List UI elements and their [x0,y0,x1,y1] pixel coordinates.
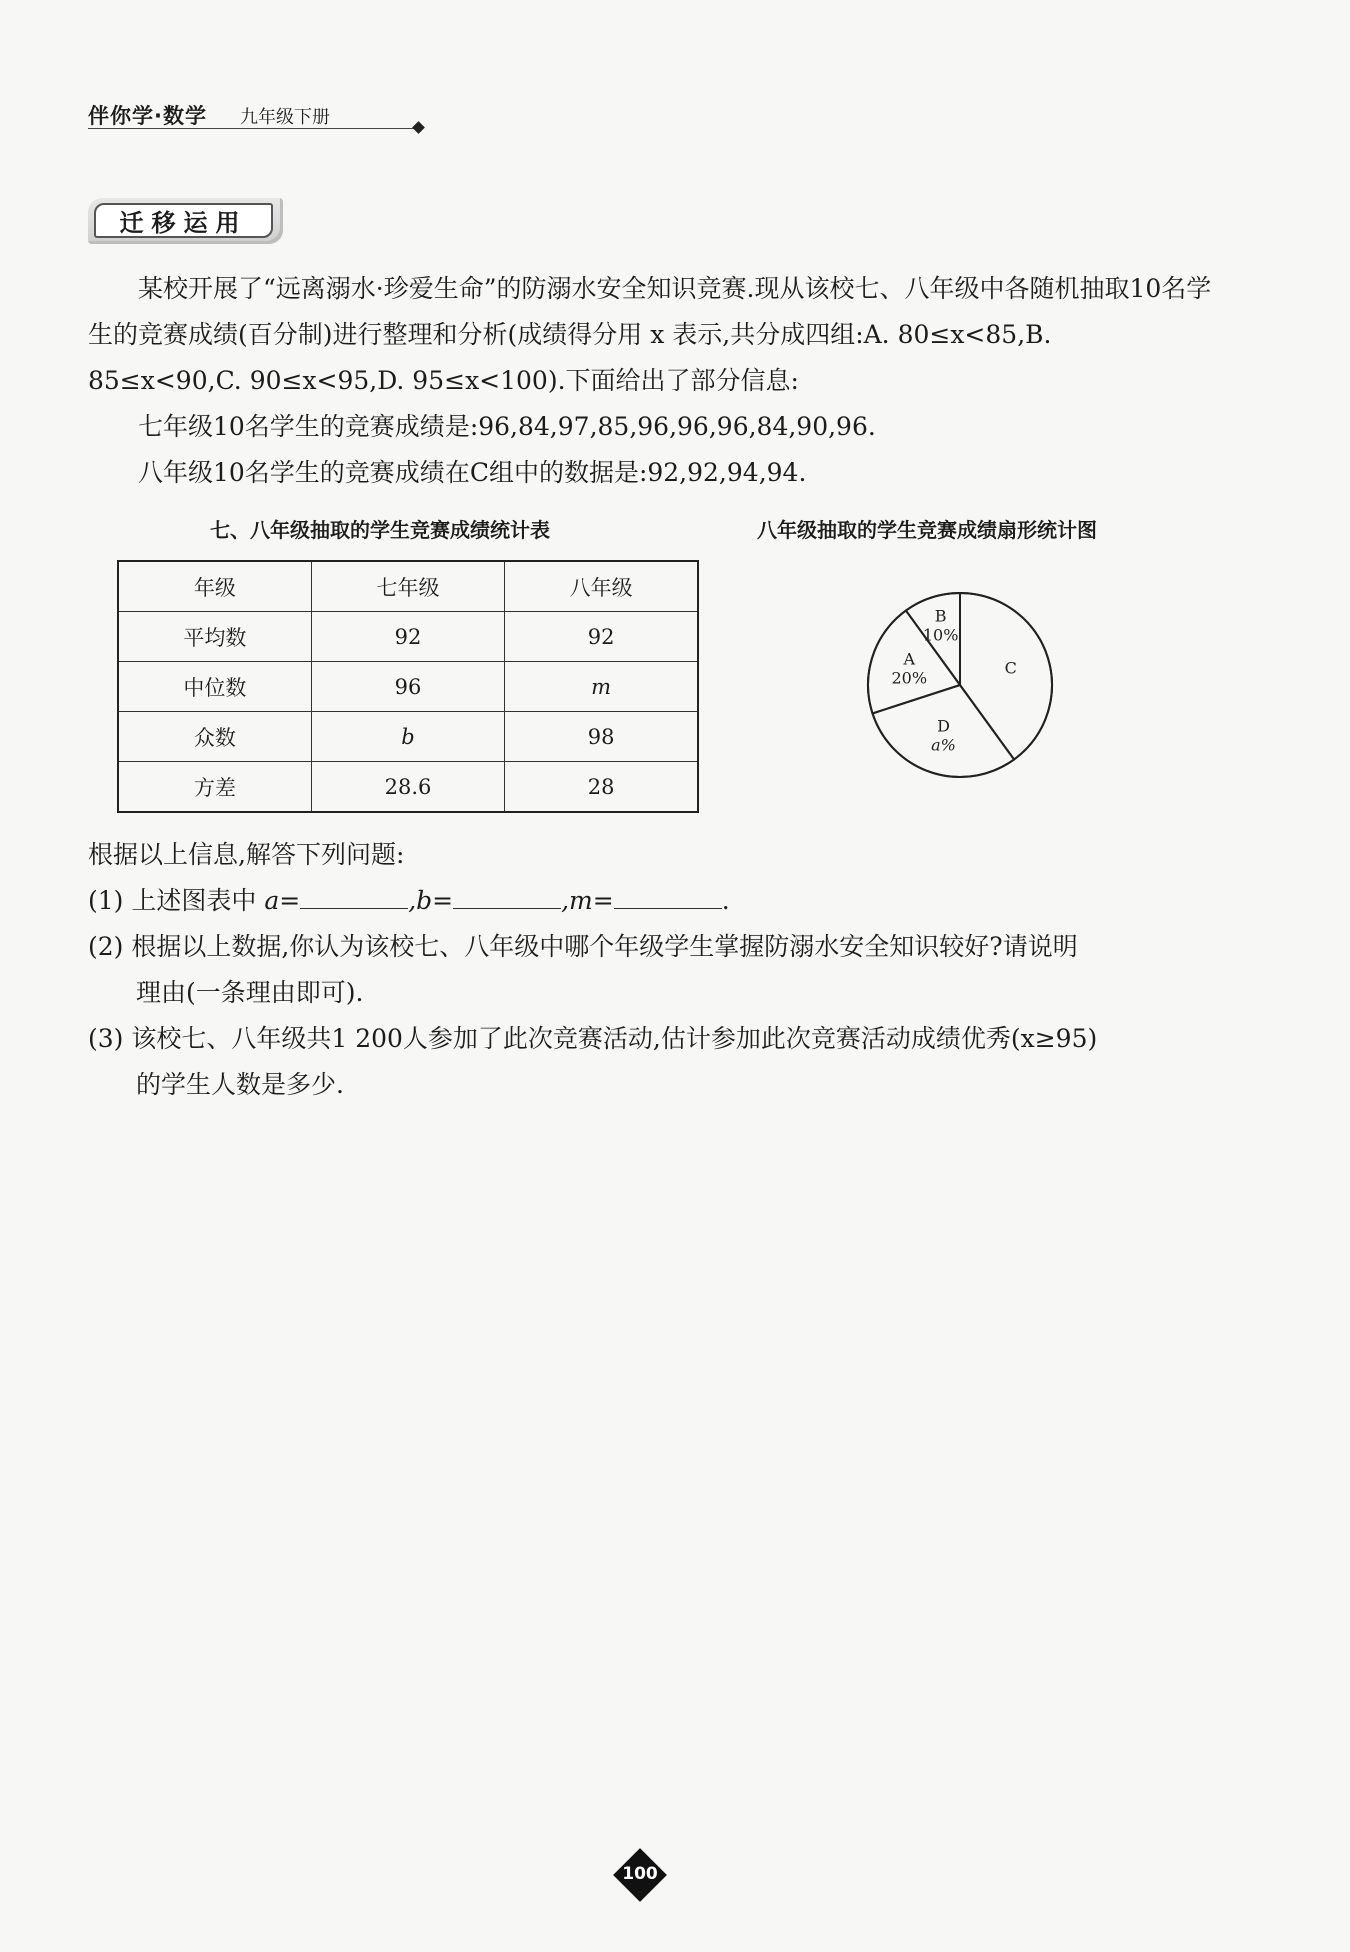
intro-paragraph: 某校开展了“远离溺水·珍爱生命”的防溺水安全知识竞赛.现从该校七、八年级中各随机抽取10名学生的竞赛成绩(百分制)进行整理和分析(成绩得分用 x 表示,共分成四组:A. 80≤x<85,B. 85≤x<90,C. 90≤x<95,D. 95≤x<100).下面给出了部分信息: [88,274,1212,395]
book-subtitle: 九年级下册 [240,107,330,128]
section-tag [88,198,283,244]
stats-table [117,560,699,813]
table-cell: 92 [505,612,698,662]
q1-b-label: ,b= [408,886,454,915]
table-cell: 98 [505,712,698,762]
question-2-line-2: 理由(一条理由即可). [136,978,364,1007]
question-3-line-1: (3) 该校七、八年级共1 200人参加了此次竞赛活动,估计参加此次竞赛活动成绩优秀(x≥95) [88,1024,1098,1053]
table-header-cell: 八年级 [505,561,698,612]
table-cell: 92 [311,612,504,662]
pie-label-c: C [1004,658,1017,678]
question-2-line-1: (2) 根据以上数据,你认为该校七、八年级中哪个年级学生掌握防溺水安全知识较好?请说明 [88,932,1078,961]
grade7-scores: 七年级10名学生的竞赛成绩是:96,84,97,85,96,96,96,84,90,96. [138,412,876,441]
table-cell: m [505,662,698,712]
answer-blank-m[interactable] [614,880,722,909]
table-cell: b [311,712,504,762]
pie-value-d: a% [931,735,956,755]
diamond-icon [412,121,425,134]
pie-label-d: D [937,716,950,736]
table-row [118,762,698,813]
table-caption: 七、八年级抽取的学生竞赛成绩统计表 [210,518,550,542]
table-cell: 平均数 [118,612,311,662]
pie-value-b: 10% [922,625,959,645]
table-row [118,712,698,762]
table-cell: 96 [311,662,504,712]
question-3-line-2: 的学生人数是多少. [136,1070,344,1099]
table-header-cell: 年级 [118,561,311,612]
question-1 [88,878,730,924]
table-cell: 众数 [118,712,311,762]
pie-label-a: A [903,649,916,669]
table-cell: 中位数 [118,662,311,712]
grade8-c-scores: 八年级10名学生的竞赛成绩在C组中的数据是:92,92,94,94. [138,458,807,487]
table-row [118,662,698,712]
pie-chart [860,585,1060,785]
chart-caption: 八年级抽取的学生竞赛成绩扇形统计图 [757,518,1097,542]
q1-prefix: (1) 上述图表中 [88,886,257,915]
answer-blank-a[interactable] [300,880,408,909]
table-header-row [118,561,698,612]
pie-label-b: B [934,606,947,626]
q1-end: . [721,886,730,915]
book-brand: 伴你学·数学 [88,104,207,128]
table-row [118,612,698,662]
section-title: 迁移运用 [94,203,273,238]
table-cell: 28 [505,762,698,813]
table-cell: 28.6 [311,762,504,813]
table-header-cell: 七年级 [311,561,504,612]
q1-a-label: a= [264,886,301,915]
q1-m-label: ,m= [561,886,614,915]
header-rule [88,128,418,129]
answer-blank-b[interactable] [453,880,561,909]
pie-value-a: 20% [891,668,928,688]
page-number: 100 [622,1864,658,1884]
table-cell: 方差 [118,762,311,813]
questions-lead: 根据以上信息,解答下列问题: [88,840,405,869]
